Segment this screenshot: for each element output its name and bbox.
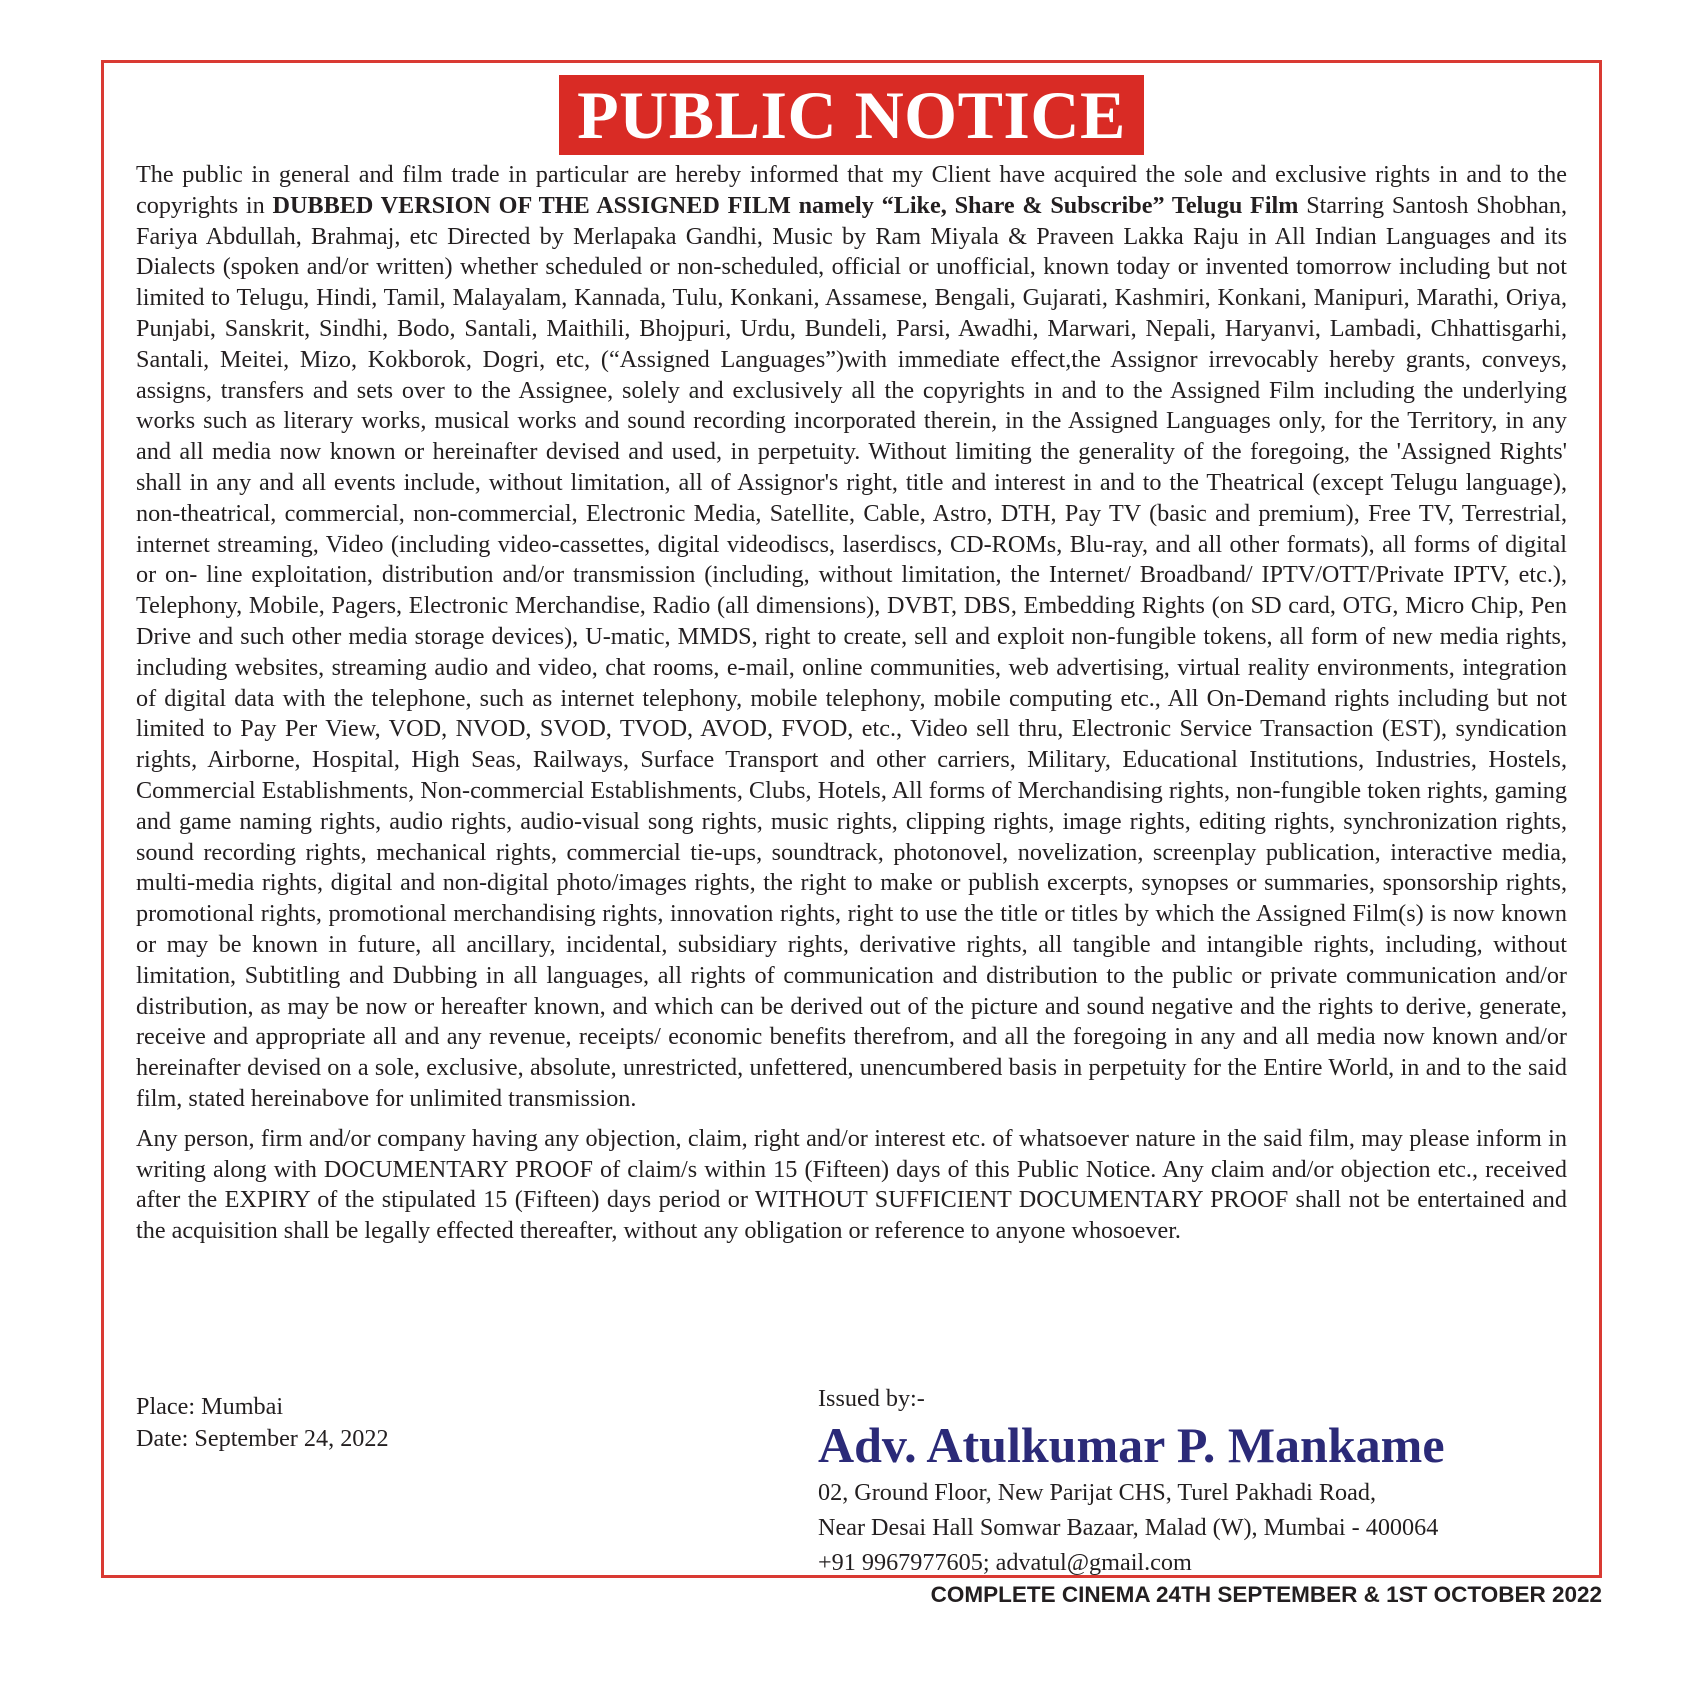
paragraph-objection: Any person, firm and/or company having any objection, claim, right and/or interest etc. of whatsoever nature in the said film, may please inform in writing along with DOCUMENTARY PROOF of claim/s within 15 (Fifteen) days of this Public Notice. Any claim and/or objection etc., received after the EXPIRY of the stipulated 15 (Fifteen) days period or WITHOUT SUFFICIENT DOCUMENTARY PROOF shall not be entertained and the acquisition shall be legally effected thereafter, without any obligation or reference to anyone whosoever. [136, 1124, 1567, 1245]
paragraph-rights-body: Starring Santosh Shobhan, Fariya Abdullah, Brahmaj, etc Directed by Merlapaka Gandhi, Music by Ram Miyala & Praveen Lakka Raju in All Indian Languages and its Dialects (spoken and/or written) whether scheduled or non-scheduled, official or unofficial, known today or invented tomorrow including but not limited to Telugu, Hindi, Tamil, Malayalam, Kannada, Tulu, Konkani, Assamese, Bengali, Gujarati, Kashmiri, Konkani, Manipuri, Marathi, Oriya, Punjabi, Sanskrit, Sindhi, Bodo, Santali, Maithili, Bhojpuri, Urdu, Bundeli, Parsi, Awadhi, Marwari, Nepali, Haryanvi, Lambadi, Chhattisgarhi, Santali, Meitei, Mizo, Kokborok, Dogri, etc, (“Assigned Languages”)with immediate effect,the Assignor irrevocably hereby grants, conveys, assigns, transfers and sets over to the Assignee, solely and exclusively all the copyrights in and to the Assigned Film including the underlying works such as literary works, musical works and sound recording incorporated therein, in the Assigned Languages only, for the Territory, in any and all media now known or hereinafter devised and used, in perpetuity. Without limiting the generality of the foregoing, the 'Assigned Rights' shall in any and all events include, without limitation, all of Assignor's right, title and interest in and to the Theatrical (except Telugu language), non-theatrical, commercial, non-commercial, Electronic Media, Satellite, Cable, Astro, DTH, Pay TV (basic and premium), Free TV, Terrestrial, internet streaming, Video (including video-cassettes, digital videodiscs, laserdiscs, CD-ROMs, Blu-ray, and all other formats), all forms of digital or on- line exploitation, distribution and/or transmission (including, without limitation, the Internet/ Broadband/ IPTV/OTT/Private IPTV, etc.), Telephony, Mobile, Pagers, Electronic Merchandise, Radio (all dimensions), DVBT, DBS, Embedding Rights (on SD card, OTG, Micro Chip, Pen Drive and such other media storage devices), U-matic, MMDS, right to create, sell and exploit non-fungible tokens, all form of new media rights, including websites, streaming audio and video, chat rooms, e-mail, online communities, web advertising, virtual reality environments, integration of digital data with the telephone, such as internet telephony, mobile telephony, mobile computing etc., All On-Demand rights including but not limited to Pay Per View, VOD, NVOD, SVOD, TVOD, AVOD, FVOD, etc., Video sell thru, Electronic Service Transaction (EST), syndication rights, Airborne, Hospital, High Seas, Railways, Surface Transport and other carriers, Military, Educational Institutions, Industries, Hostels, Commercial Establishments, Non-commercial Establishments, Clubs, Hotels, All forms of Merchandising rights, non-fungible token rights, gaming and game naming rights, audio rights, audio-visual song rights, music rights, clipping rights, image rights, editing rights, synchronization rights, sound recording rights, mechanical rights, commercial tie-ups, soundtrack, photonovel, novelization, screenplay publication, interactive media, multi-media rights, digital and non-digital photo/images rights, the right to make or publish excerpts, synopses or summaries, sponsorship rights, promotional rights, promotional merchandising rights, innovation rights, right to use the title or titles by which the Assigned Film(s) is now known or may be known in future, all ancillary, incidental, subsidiary rights, derivative rights, all tangible and intangible rights, including, without limitation, Subtitling and Dubbing in all languages, all rights of communication and distribution to the public or private communication and/or distribution, as may be now or hereafter known, and which can be derived out of the picture and sound negative and the rights to derive, generate, receive and appropriate all and any revenue, receipts/ economic benefits therefrom, and all the foregoing in any and all media now known and/or hereinafter devised on a sole, exclusive, absolute, unrestricted, unfettered, unencumbered basis in perpetuity for the Entire World, in and to the said film, stated hereinabove for unlimited transmission. [136, 191, 1567, 1112]
publication-footer: COMPLETE CINEMA 24TH SEPTEMBER & 1ST OCTOBER 2022 [930, 1582, 1602, 1607]
notice-title: PUBLIC NOTICE [559, 75, 1144, 155]
issuer-name: Adv. Atulkumar P. Mankame [818, 1417, 1445, 1473]
film-title-highlight: DUBBED VERSION OF THE ASSIGNED FILM namely “Like, Share & Subscribe” Telugu Film [272, 191, 1299, 219]
address-line-2: Near Desai Hall Somwar Bazaar, Malad (W), Mumbai - 400064 [818, 1514, 1439, 1541]
notice-frame [101, 60, 1602, 1578]
issued-by-label: Issued by:- [818, 1385, 925, 1412]
paragraph-rights [136, 160, 1567, 1115]
title-wrap [104, 75, 1599, 155]
place-text: Place: Mumbai [136, 1393, 284, 1420]
paragraph-rights-intro: The public in general and film trade in particular are hereby informed that my Client have acquired the sole and exclusive rights in and to the copyrights in [136, 161, 1567, 219]
place-date-block [136, 1391, 389, 1455]
issuer-block [818, 1383, 1445, 1580]
contact-line: +91 9967977605; advatul@gmail.com [818, 1549, 1192, 1576]
date-text: Date: September 24, 2022 [136, 1425, 389, 1452]
address-line-1: 02, Ground Floor, New Parijat CHS, Turel Pakhadi Road, [818, 1479, 1377, 1506]
notice-body [136, 160, 1567, 1247]
